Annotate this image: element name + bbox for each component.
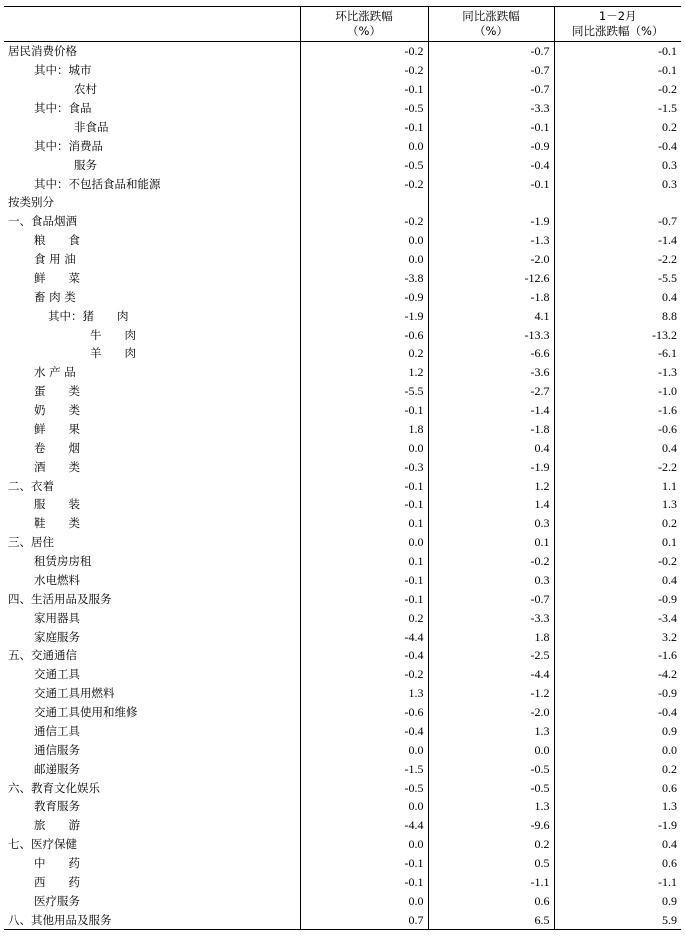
value-year-on-year: 1.4 xyxy=(428,495,554,514)
row-label: 其中：城市 xyxy=(34,63,92,78)
value-month-on-month: -0.1 xyxy=(300,571,428,590)
value-year-on-year: -4.4 xyxy=(428,665,554,684)
table-row xyxy=(4,495,681,514)
row-label: 家庭服务 xyxy=(34,629,80,644)
table-row xyxy=(4,703,681,722)
table-row xyxy=(4,401,681,420)
value-month-on-month: -3.8 xyxy=(300,269,428,288)
value-year-on-year: -6.6 xyxy=(428,344,554,363)
row-label: 医疗服务 xyxy=(34,893,80,908)
table-row xyxy=(4,608,681,627)
value-ytd: -0.6 xyxy=(554,420,681,439)
value-month-on-month: -0.1 xyxy=(300,118,428,137)
value-ytd: 0.4 xyxy=(554,835,681,854)
header-ytd xyxy=(554,7,681,42)
value-ytd xyxy=(554,193,681,212)
value-year-on-year: -0.7 xyxy=(428,80,554,99)
value-month-on-month: -0.2 xyxy=(300,212,428,231)
value-year-on-year: -0.5 xyxy=(428,778,554,797)
row-label: 水 产 品 xyxy=(34,365,76,380)
value-ytd: 0.6 xyxy=(554,778,681,797)
row-label: 中 药 xyxy=(34,856,80,871)
table-row xyxy=(4,589,681,608)
value-ytd: 0.3 xyxy=(554,174,681,193)
value-year-on-year: -0.1 xyxy=(428,174,554,193)
value-month-on-month: -0.4 xyxy=(300,722,428,741)
value-ytd: -0.2 xyxy=(554,80,681,99)
row-label: 牛 肉 xyxy=(90,327,136,342)
value-ytd: 0.1 xyxy=(554,533,681,552)
row-label: 通信服务 xyxy=(34,742,80,757)
table-row xyxy=(4,420,681,439)
row-label: 五、交通通信 xyxy=(8,648,77,663)
table-row xyxy=(4,155,681,174)
table-row xyxy=(4,99,681,118)
value-ytd: 0.2 xyxy=(554,759,681,778)
value-ytd: -0.9 xyxy=(554,589,681,608)
row-label: 服务 xyxy=(74,157,97,172)
value-month-on-month: 0.0 xyxy=(300,891,428,910)
table-row xyxy=(4,438,681,457)
value-month-on-month: -0.6 xyxy=(300,703,428,722)
value-ytd: -6.1 xyxy=(554,344,681,363)
value-month-on-month: 0.0 xyxy=(300,136,428,155)
value-ytd: -5.5 xyxy=(554,269,681,288)
value-month-on-month: -0.9 xyxy=(300,287,428,306)
value-ytd: -0.1 xyxy=(554,61,681,80)
value-year-on-year: 0.5 xyxy=(428,854,554,873)
table-row xyxy=(4,873,681,892)
value-ytd: 0.2 xyxy=(554,514,681,533)
value-month-on-month: -0.4 xyxy=(300,646,428,665)
header-row xyxy=(4,7,681,42)
table-row xyxy=(4,231,681,250)
table-row xyxy=(4,61,681,80)
value-month-on-month: -0.2 xyxy=(300,174,428,193)
value-year-on-year: -1.8 xyxy=(428,287,554,306)
row-label: 其中：食品 xyxy=(34,101,92,116)
table-row xyxy=(4,476,681,495)
value-year-on-year: 0.2 xyxy=(428,835,554,854)
row-label: 西 药 xyxy=(34,874,80,889)
value-month-on-month: 0.7 xyxy=(300,910,428,929)
table-row xyxy=(4,646,681,665)
value-ytd: 0.4 xyxy=(554,571,681,590)
value-month-on-month: -0.6 xyxy=(300,325,428,344)
value-year-on-year: 0.3 xyxy=(428,571,554,590)
value-month-on-month: -0.1 xyxy=(300,401,428,420)
value-year-on-year: -0.4 xyxy=(428,155,554,174)
row-label: 交通工具 xyxy=(34,667,80,682)
value-year-on-year xyxy=(428,193,554,212)
table-row xyxy=(4,797,681,816)
row-label: 其中：猪 肉 xyxy=(48,308,129,323)
value-month-on-month: -4.4 xyxy=(300,816,428,835)
value-month-on-month: 0.0 xyxy=(300,740,428,759)
row-label: 居民消费价格 xyxy=(8,44,77,59)
value-ytd: -0.4 xyxy=(554,703,681,722)
value-year-on-year: 6.5 xyxy=(428,910,554,929)
header-ytd-title: 1－2月 xyxy=(598,9,637,23)
value-month-on-month: -0.1 xyxy=(300,854,428,873)
value-year-on-year: 0.3 xyxy=(428,514,554,533)
table-row xyxy=(4,571,681,590)
row-label: 邮递服务 xyxy=(34,761,80,776)
row-label: 非食品 xyxy=(74,119,109,134)
value-month-on-month: 1.2 xyxy=(300,363,428,382)
value-ytd: -2.2 xyxy=(554,250,681,269)
row-label: 奶 类 xyxy=(34,403,80,418)
value-ytd: -1.3 xyxy=(554,363,681,382)
value-ytd: -0.1 xyxy=(554,42,681,61)
value-month-on-month: 0.2 xyxy=(300,344,428,363)
value-ytd: 0.9 xyxy=(554,722,681,741)
value-ytd: 0.4 xyxy=(554,438,681,457)
row-label: 二、衣着 xyxy=(8,478,54,493)
row-label: 服 装 xyxy=(34,497,80,512)
row-label: 鲜 菜 xyxy=(34,270,80,285)
value-month-on-month: 0.0 xyxy=(300,797,428,816)
value-month-on-month: 0.0 xyxy=(300,835,428,854)
value-year-on-year: -0.7 xyxy=(428,589,554,608)
row-label: 家用器具 xyxy=(34,610,80,625)
value-ytd: -13.2 xyxy=(554,325,681,344)
value-year-on-year: -1.4 xyxy=(428,401,554,420)
value-ytd: 1.1 xyxy=(554,476,681,495)
value-year-on-year: -2.5 xyxy=(428,646,554,665)
value-ytd: -0.9 xyxy=(554,684,681,703)
value-year-on-year: -3.6 xyxy=(428,363,554,382)
value-ytd: 1.3 xyxy=(554,797,681,816)
value-year-on-year: 1.8 xyxy=(428,627,554,646)
value-year-on-year: -13.3 xyxy=(428,325,554,344)
value-month-on-month: -0.1 xyxy=(300,589,428,608)
table-row xyxy=(4,684,681,703)
table-row xyxy=(4,759,681,778)
table-row xyxy=(4,287,681,306)
value-ytd: -1.6 xyxy=(554,401,681,420)
value-month-on-month: -0.5 xyxy=(300,99,428,118)
table-row xyxy=(4,891,681,910)
value-ytd: 0.4 xyxy=(554,287,681,306)
row-label: 畜 肉 类 xyxy=(34,289,76,304)
value-month-on-month: -4.4 xyxy=(300,627,428,646)
value-month-on-month: -0.2 xyxy=(300,42,428,61)
value-month-on-month: 0.2 xyxy=(300,608,428,627)
value-ytd: 3.2 xyxy=(554,627,681,646)
value-ytd: -1.4 xyxy=(554,231,681,250)
value-year-on-year: -1.3 xyxy=(428,231,554,250)
table-row xyxy=(4,835,681,854)
table-row xyxy=(4,740,681,759)
value-month-on-month: 1.3 xyxy=(300,684,428,703)
value-month-on-month: 0.1 xyxy=(300,552,428,571)
header-yoy-unit: （%） xyxy=(474,24,508,38)
value-month-on-month: -0.3 xyxy=(300,457,428,476)
row-label: 八、其他用品及服务 xyxy=(4,910,300,929)
cpi-table xyxy=(4,6,681,930)
value-year-on-year: -2.0 xyxy=(428,250,554,269)
value-ytd: -3.4 xyxy=(554,608,681,627)
table-row xyxy=(4,212,681,231)
value-year-on-year: -0.7 xyxy=(428,61,554,80)
value-month-on-month: -1.9 xyxy=(300,306,428,325)
table-row xyxy=(4,910,681,929)
value-month-on-month: 0.0 xyxy=(300,533,428,552)
value-year-on-year: -0.9 xyxy=(428,136,554,155)
table-row xyxy=(4,552,681,571)
table-row xyxy=(4,174,681,193)
value-month-on-month: 1.8 xyxy=(300,420,428,439)
table-row xyxy=(4,854,681,873)
value-ytd: 1.3 xyxy=(554,495,681,514)
row-label: 旅 游 xyxy=(34,818,80,833)
header-ytd-unit: 同比涨跌幅（%） xyxy=(572,24,664,38)
row-label: 七、医疗保健 xyxy=(8,837,77,852)
value-ytd: 0.6 xyxy=(554,854,681,873)
value-year-on-year: 1.2 xyxy=(428,476,554,495)
row-label: 羊 肉 xyxy=(90,346,136,361)
value-ytd: 8.8 xyxy=(554,306,681,325)
cpi-table-container xyxy=(4,6,681,930)
value-ytd: 5.9 xyxy=(554,910,681,929)
table-row xyxy=(4,269,681,288)
row-label: 水电燃料 xyxy=(34,572,80,587)
table-body xyxy=(4,42,681,930)
value-year-on-year: -0.5 xyxy=(428,759,554,778)
table-row xyxy=(4,193,681,212)
row-label: 蛋 类 xyxy=(34,384,80,399)
value-month-on-month: -0.2 xyxy=(300,665,428,684)
value-month-on-month: -0.1 xyxy=(300,873,428,892)
value-year-on-year: -1.9 xyxy=(428,457,554,476)
value-ytd: -1.0 xyxy=(554,382,681,401)
value-year-on-year: 0.6 xyxy=(428,891,554,910)
row-label: 通信工具 xyxy=(34,723,80,738)
row-label: 按类别分 xyxy=(8,195,54,210)
value-ytd: -1.6 xyxy=(554,646,681,665)
table-header xyxy=(4,7,681,42)
value-year-on-year: -1.9 xyxy=(428,212,554,231)
table-row xyxy=(4,42,681,61)
value-month-on-month: 0.0 xyxy=(300,231,428,250)
value-ytd: -0.7 xyxy=(554,212,681,231)
value-month-on-month: -0.1 xyxy=(300,476,428,495)
value-year-on-year: -3.3 xyxy=(428,608,554,627)
value-month-on-month: 0.1 xyxy=(300,514,428,533)
value-month-on-month: -0.2 xyxy=(300,61,428,80)
value-year-on-year: -1.8 xyxy=(428,420,554,439)
table-row xyxy=(4,627,681,646)
value-ytd: -2.2 xyxy=(554,457,681,476)
table-row xyxy=(4,816,681,835)
value-year-on-year: -1.2 xyxy=(428,684,554,703)
table-row xyxy=(4,533,681,552)
row-label: 卷 烟 xyxy=(34,440,80,455)
value-ytd: -4.2 xyxy=(554,665,681,684)
value-month-on-month: 0.0 xyxy=(300,250,428,269)
row-label: 粮 食 xyxy=(34,233,80,248)
value-ytd: 0.9 xyxy=(554,891,681,910)
header-mom-unit: （%） xyxy=(347,24,381,38)
row-label: 鲜 果 xyxy=(34,421,80,436)
value-year-on-year: -12.6 xyxy=(428,269,554,288)
row-label: 六、教育文化娱乐 xyxy=(8,780,100,795)
table-row xyxy=(4,778,681,797)
row-label: 其中：不包括食品和能源 xyxy=(34,176,161,191)
header-category xyxy=(4,7,300,42)
table-row xyxy=(4,118,681,137)
row-label: 酒 类 xyxy=(34,459,80,474)
value-month-on-month xyxy=(300,193,428,212)
value-ytd: -1.9 xyxy=(554,816,681,835)
table-row xyxy=(4,325,681,344)
header-mom-title: 环比涨跌幅 xyxy=(335,9,393,23)
value-year-on-year: -1.1 xyxy=(428,873,554,892)
table-row xyxy=(4,80,681,99)
value-ytd: 0.0 xyxy=(554,740,681,759)
row-label: 一、食品烟酒 xyxy=(8,214,77,229)
value-year-on-year: -3.3 xyxy=(428,99,554,118)
table-row xyxy=(4,514,681,533)
table-row xyxy=(4,250,681,269)
value-year-on-year: -2.7 xyxy=(428,382,554,401)
value-month-on-month: -0.1 xyxy=(300,80,428,99)
value-year-on-year: 0.1 xyxy=(428,533,554,552)
table-row xyxy=(4,722,681,741)
value-year-on-year: 0.0 xyxy=(428,740,554,759)
value-month-on-month: -0.1 xyxy=(300,495,428,514)
value-ytd: 0.3 xyxy=(554,155,681,174)
row-label: 其中：消费品 xyxy=(34,138,103,153)
table-row xyxy=(4,363,681,382)
row-label: 教育服务 xyxy=(34,799,80,814)
table-row xyxy=(4,457,681,476)
value-year-on-year: 0.4 xyxy=(428,438,554,457)
value-year-on-year: -0.2 xyxy=(428,552,554,571)
value-month-on-month: -5.5 xyxy=(300,382,428,401)
value-ytd: -1.1 xyxy=(554,873,681,892)
header-yoy-title: 同比涨跌幅 xyxy=(462,9,520,23)
value-ytd: -0.4 xyxy=(554,136,681,155)
row-label: 交通工具使用和维修 xyxy=(34,705,138,720)
value-year-on-year: -0.1 xyxy=(428,118,554,137)
value-month-on-month: 0.0 xyxy=(300,438,428,457)
value-month-on-month: -0.5 xyxy=(300,778,428,797)
row-label: 农村 xyxy=(74,82,97,97)
value-year-on-year: -2.0 xyxy=(428,703,554,722)
value-year-on-year: 4.1 xyxy=(428,306,554,325)
table-row xyxy=(4,382,681,401)
row-label: 交通工具用燃料 xyxy=(34,686,115,701)
table-row xyxy=(4,344,681,363)
row-label: 鞋 类 xyxy=(34,516,80,531)
row-label: 四、生活用品及服务 xyxy=(8,591,112,606)
value-year-on-year: 1.3 xyxy=(428,797,554,816)
value-ytd: 0.2 xyxy=(554,118,681,137)
value-year-on-year: -9.6 xyxy=(428,816,554,835)
value-ytd: -0.2 xyxy=(554,552,681,571)
value-year-on-year: 1.3 xyxy=(428,722,554,741)
table-row xyxy=(4,136,681,155)
value-month-on-month: -1.5 xyxy=(300,759,428,778)
header-month-on-month xyxy=(300,7,428,42)
table-row xyxy=(4,306,681,325)
row-label: 三、居住 xyxy=(8,535,54,550)
value-month-on-month: -0.5 xyxy=(300,155,428,174)
header-year-on-year xyxy=(428,7,554,42)
row-label: 食 用 油 xyxy=(34,252,76,267)
value-year-on-year: -0.7 xyxy=(428,42,554,61)
row-label: 租赁房房租 xyxy=(34,554,92,569)
table-row xyxy=(4,665,681,684)
value-ytd: -1.5 xyxy=(554,99,681,118)
